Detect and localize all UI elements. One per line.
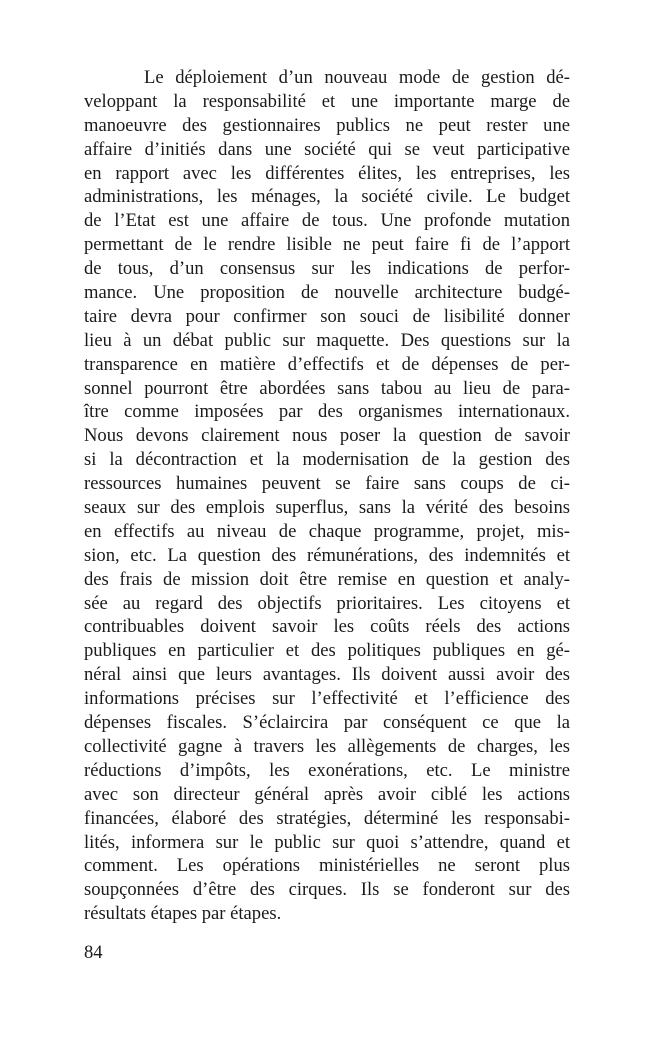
text-line: de tous, d’un consensus sur les indications de perfor- bbox=[84, 258, 570, 280]
text-line: Nous devons clairement nous poser la question de savoir bbox=[84, 425, 570, 447]
text-line: en rapport avec les différentes élites, les entreprises, les bbox=[84, 162, 570, 184]
text-line: sée au regard des objectifs prioritaires. Les citoyens et bbox=[84, 592, 570, 614]
text-line: ressources humaines peuvent se faire sans coups de ci- bbox=[84, 473, 570, 495]
text-line: Le déploiement d’un nouveau mode de gestion dé- bbox=[144, 67, 570, 88]
text-line: néral ainsi que leurs avantages. Ils doivent aussi avoir des bbox=[84, 664, 570, 686]
text-line: dépenses fiscales. S’éclaircira par conséquent ce que la bbox=[84, 712, 570, 734]
text-line: manoeuvre des gestionnaires publics ne peut rester une bbox=[84, 114, 570, 136]
text-line: réductions d’impôts, les exonérations, etc. Le ministre bbox=[84, 759, 570, 781]
text-line: lités, informera sur le public sur quoi s’attendre, quand et bbox=[84, 831, 570, 853]
text-line: de l’Etat est une affaire de tous. Une profonde mutation bbox=[84, 210, 570, 232]
text-line: sion, etc. La question des rémunérations, des indemnités et bbox=[84, 544, 570, 566]
text-line: publiques en particulier et des politiques publiques en gé- bbox=[84, 640, 570, 662]
text-line: mance. Une proposition de nouvelle architecture budgé- bbox=[84, 282, 570, 304]
text-line: ître comme imposées par des organismes internationaux. bbox=[84, 401, 570, 423]
text-line: taire devra pour confirmer son souci de lisibilité donner bbox=[84, 305, 570, 327]
text-line: seaux sur des emplois superflus, sans la vérité des besoins bbox=[84, 497, 570, 519]
text-line: résultats étapes par étapes. bbox=[84, 903, 282, 925]
text-line: comment. Les opérations ministérielles ne seront plus bbox=[84, 855, 570, 877]
text-line: des frais de mission doit être remise en question et analy- bbox=[84, 568, 570, 590]
text-line: permettant de le rendre lisible ne peut faire fi de l’apport bbox=[84, 234, 570, 256]
text-line: administrations, les ménages, la société civile. Le budget bbox=[84, 186, 570, 208]
body-paragraph bbox=[84, 66, 570, 926]
text-line: sonnel pourront être abordées sans tabou au lieu de para- bbox=[84, 377, 570, 399]
text-line: financées, élaboré des stratégies, déterminé les responsabi- bbox=[84, 807, 570, 829]
text-line: soupçonnées d’être des cirques. Ils se fonderont sur des bbox=[84, 879, 570, 901]
text-line: en effectifs au niveau de chaque programme, projet, mis- bbox=[84, 520, 570, 542]
text-line: lieu à un débat public sur maquette. Des questions sur la bbox=[84, 329, 570, 351]
text-line: collectivité gagne à travers les allègements de charges, les bbox=[84, 735, 570, 757]
text-line: contribuables doivent savoir les coûts réels des actions bbox=[84, 616, 570, 638]
text-line: informations précises sur l’effectivité et l’efficience des bbox=[84, 688, 570, 710]
text-line: veloppant la responsabilité et une importante marge de bbox=[84, 90, 570, 112]
text-line: transparence en matière d’effectifs et de dépenses de per- bbox=[84, 353, 570, 375]
page-number: 84 bbox=[84, 942, 103, 963]
text-line: avec son directeur général après avoir ciblé les actions bbox=[84, 783, 570, 805]
text-line: affaire d’initiés dans une société qui se veut participative bbox=[84, 138, 570, 160]
text-line: si la décontraction et la modernisation de la gestion des bbox=[84, 449, 570, 471]
